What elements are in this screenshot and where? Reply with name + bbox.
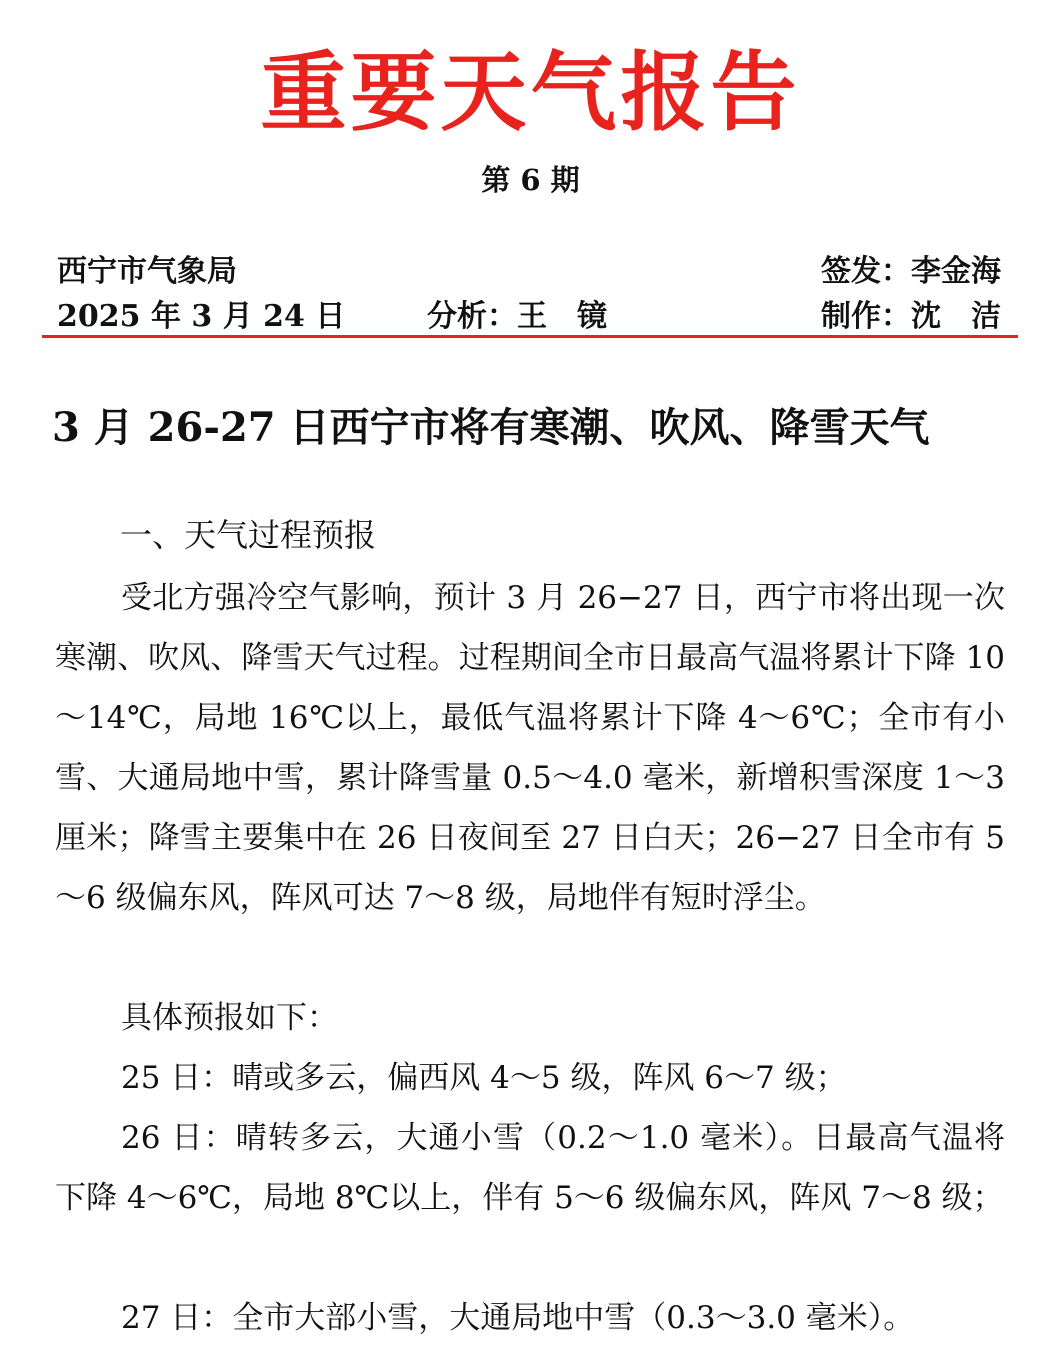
- section-heading: 一、天气过程预报: [120, 516, 377, 554]
- forecast-day-26: 26 日：晴转多云，大通小雪（0.2～1.0 毫米）。日最高气温将下降 4～6℃，局地 8℃以上，伴有 5～6 级偏东风，阵风 7～8 级；: [55, 1120, 1005, 1216]
- forecast-day-25: 25 日：晴或多云，偏西风 4～5 级，阵风 6～7 级；: [121, 1060, 847, 1096]
- forecast-intro: 具体预报如下：: [121, 1000, 338, 1036]
- report-date: 2025 年 3 月 24 日: [57, 299, 346, 334]
- report-title: 重要天气报告: [260, 43, 801, 143]
- analyst-name: 分析：王 镜: [427, 299, 607, 334]
- header-divider: [42, 335, 1018, 338]
- forecast-day-27: 27 日：全市大部小雪，大通局地中雪（0.3～3.0 毫米）。: [121, 1300, 915, 1336]
- headline: 3 月 26-27 日西宁市将有寒潮、吹风、降雪天气: [52, 404, 930, 451]
- producer-name: 制作：沈 洁: [821, 299, 1001, 334]
- issue-number: 第 6 期: [481, 163, 580, 197]
- issuer-signature: 签发：李金海: [821, 254, 1001, 289]
- forecast-summary-paragraph: 受北方强冷空气影响，预计 3 月 26−27 日，西宁市将出现一次寒潮、吹风、降雪天气过程。过程期间全市日最高气温将累计下降 10～14℃，局地 16℃以上，最低气温将累计下降 4～6℃；全市有小雪、大通局地中雪，累计降雪量 0.5～4.0 毫米，新增积雪深度 1～3 厘米；降雪主要集中在 26 日夜间至 27 日白天；26−27 日全市有 5～6 级偏东风，阵风可达 7～8 级，局地伴有短时浮尘。: [55, 580, 1005, 916]
- issuing-agency: 西宁市气象局: [57, 254, 237, 289]
